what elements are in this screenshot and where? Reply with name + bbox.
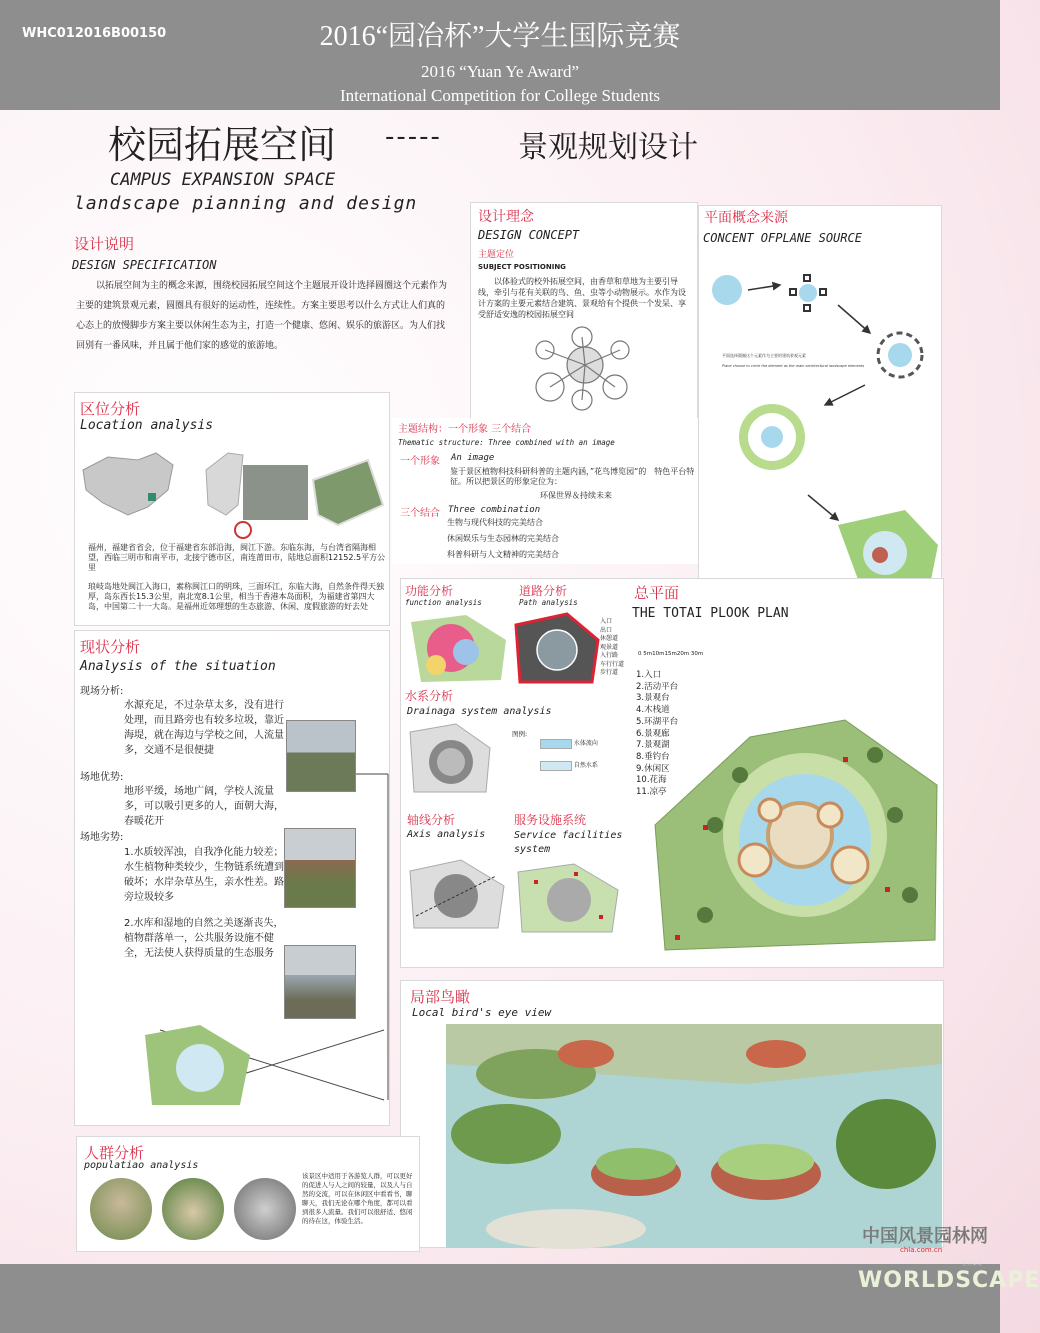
population-text: 该景区中适用于各游览人群，可以更好的促进人与人之间的较量，以及人与自然的交流，可以在休闲区中看看书，聊聊天，我们无论在哪个角度，都可以看到很多人流量。我们可以很舒适、悠闲的待在这，体验生活。 bbox=[302, 1172, 413, 1225]
plane-concept-note-en: Plane choose to circle the element as the main architectural landscape elements bbox=[722, 364, 865, 368]
axis-analysis-title-en: Axis analysis bbox=[407, 829, 486, 840]
site-analysis-label: 现场分析: bbox=[80, 686, 124, 697]
theme-image-en: An image bbox=[451, 453, 495, 463]
path-legend-item: 休憩道 bbox=[600, 635, 619, 642]
theme-three-item: 科普科研与人文精神的完美结合 bbox=[447, 550, 559, 559]
theme-three-cn: 三个结合 bbox=[400, 508, 440, 519]
plan-legend-item: 4.木栈道 bbox=[636, 705, 670, 716]
location-text-1: 福州，福建省省会，位于福建省东部沿海，闽江下游。东临东海，与台湾省隔海相望，西临三明市和南平市，北接宁德市区，南连莆田市，陆地总面积12152.5平方公里 bbox=[88, 543, 386, 572]
watermark-brand-cn: 世界景观 bbox=[962, 1261, 983, 1267]
header-bar bbox=[0, 0, 1000, 110]
theme-image-cn: 一个形象 bbox=[400, 456, 440, 467]
master-plan-drawing bbox=[645, 715, 942, 965]
title-dashes: ----- bbox=[385, 122, 442, 152]
service-facilities-map bbox=[514, 860, 620, 935]
axis-analysis-title-cn: 轴线分析 bbox=[407, 813, 456, 827]
path-legend-item: 步行道 bbox=[600, 669, 619, 676]
location-text-2: 琅岐岛地处闽江入海口，素称闽江口的明珠，三面环江，东临大海，自然条件得天独厚，岛东西长15.3公里，南北宽8.1公里，相当于香港本岛面积，为福建省第四大岛，中国第二十一大岛。是福州近郊理想的生态旅游、休闲、度假旅游的好去处 bbox=[88, 582, 384, 611]
competition-title-en2: International Competition for College Students bbox=[339, 86, 661, 105]
main-title-cn2: 景观规划设计 bbox=[518, 130, 698, 165]
water-analysis-title-cn: 水系分析 bbox=[405, 689, 454, 703]
axis-analysis-map bbox=[406, 856, 506, 931]
site-disadvantage-label: 场地劣势: bbox=[80, 832, 124, 843]
birdseye-rendering bbox=[446, 1024, 942, 1248]
plan-legend-item: 3.景观台 bbox=[636, 693, 670, 704]
plan-legend-item: 8.垂钓台 bbox=[636, 751, 670, 762]
location-maps bbox=[78, 445, 386, 535]
birdseye-title-cn: 局部鸟瞰 bbox=[410, 988, 471, 1006]
plan-legend-item: 11.凉亭 bbox=[636, 787, 667, 798]
path-legend-item: 观景道 bbox=[600, 643, 619, 651]
theme-three-item: 休闲娱乐与生态园林的完美结合 bbox=[447, 534, 559, 543]
path-analysis-map bbox=[512, 610, 600, 685]
service-title-en: Service facilities system bbox=[514, 830, 623, 855]
plan-legend-item: 9.休闲区 bbox=[636, 763, 670, 774]
path-analysis-title-cn: 道路分析 bbox=[519, 584, 568, 598]
path-legend-item: 入行路 bbox=[600, 652, 619, 659]
master-plan-title-cn: 总平面 bbox=[634, 584, 680, 602]
subject-positioning-cn: 主题定位 bbox=[478, 250, 515, 260]
competition-title-en1: 2016 “Yuan Ye Award” bbox=[420, 62, 580, 81]
theme-title-cn: 主题结构：一个形象 三个结合 bbox=[398, 424, 532, 435]
population-title-cn: 人群分析 bbox=[84, 1144, 145, 1162]
function-analysis-title-en: function analysis bbox=[405, 598, 482, 607]
population-photo-3 bbox=[232, 1176, 298, 1242]
water-legend-natural bbox=[540, 760, 598, 771]
path-legend bbox=[600, 618, 640, 678]
theme-three-en: Three combination bbox=[448, 505, 541, 515]
main-title-cn: 校园拓展空间 bbox=[108, 123, 337, 167]
path-analysis-title-en: Path analysis bbox=[519, 598, 578, 607]
watermark-brand: WORLDSCAPE bbox=[858, 1268, 1040, 1293]
plan-legend-item: 6.景观廊 bbox=[636, 728, 670, 739]
water-legend-label: 水体流向 bbox=[573, 740, 598, 747]
main-title-en1: CAMPUS EXPANSION SPACE bbox=[110, 170, 336, 190]
site-advantage-label: 场地优势: bbox=[80, 772, 124, 783]
subject-positioning-en: SUBJECT POSITIONING bbox=[478, 263, 566, 271]
birdseye-title-en: Local bird's eye view bbox=[412, 1006, 552, 1019]
design-concept-title-cn: 设计理念 bbox=[478, 209, 534, 225]
site-analysis-text: 水源充足，不过杂草太多，没有进行处理，而且路旁也有较多垃圾，靠近海堤，就在海边与学校之间，人流量多，交通不是很便捷 bbox=[124, 700, 284, 756]
main-title-en2: landscape pianning and design bbox=[74, 193, 418, 214]
water-legend-title: 图例: bbox=[512, 730, 528, 738]
function-analysis-map bbox=[406, 610, 511, 685]
theme-title-en: Thematic structure: Three combined with an image bbox=[398, 438, 615, 447]
path-legend-item: 出口 bbox=[600, 626, 613, 634]
site-disadvantage-text-2: 2.水库和湿地的自然之美逐渐丧失，植物群落单一，公共服务设施不健全，无法使人获得质量的生态服务 bbox=[124, 918, 284, 959]
plan-legend-item: 7.景观湖 bbox=[636, 740, 670, 751]
theme-image-text: 鉴于景区植物科技科研科普的主题内涵，”花鸟博览园“的 特色平台特征。所以把景区的形象定位为： bbox=[450, 467, 695, 486]
plane-concept-title-en: CONCENT OFPLANE SOURCE bbox=[703, 231, 862, 245]
plane-concept-title-cn: 平面概念来源 bbox=[704, 210, 788, 226]
function-analysis-title-cn: 功能分析 bbox=[405, 584, 454, 598]
watermark-site-url: chla.com.cn bbox=[900, 1246, 943, 1254]
plane-concept-sequence bbox=[700, 255, 940, 595]
theme-three-item: 生物与现代科技的完美结合 bbox=[447, 518, 543, 527]
master-plan-scale: 0 5m10m15m20m 30m bbox=[638, 651, 704, 657]
watermark-site-cn: 中国风景园林网 bbox=[862, 1226, 988, 1246]
design-concept-body: 以体验式的校外拓展空间，由香草和草地为主要引导线，牵引与花有关联的鸟、鱼、虫等小动物展示。水作为设计方案的主要元素结合建筑、景观给有个提供一个发呆、享受舒适安逸的校园拓展空间 bbox=[478, 277, 686, 319]
design-spec-body: 以拓展空间为主的概念来源，围绕校园拓展空间这个主题展开设计选择圆圈这个元素作为主要的建筑景观元素，圆圈具有很好的运动性，连续性。方案主要思考以什么方式让人们真的心态上的放慢脚步方案主要以休闲生态为主，打造一个健康、悠闲、娱乐的旅游区。为人们找回别有一番风味，并且属于他们家的感觉的旅游地。 bbox=[76, 281, 448, 351]
plane-concept-note-cn: 平面选择圆圈这个元素作为主要的建筑景观元素 bbox=[722, 353, 806, 358]
plan-legend-item: 5.环湖平台 bbox=[636, 716, 679, 727]
water-legend-label: 自然水系 bbox=[573, 762, 598, 769]
design-spec-title-cn: 设计说明 bbox=[74, 235, 135, 253]
site-advantage-text: 地形平缓，场地广阔，学校人流量多，可以吸引更多的人，面朝大海，春暖花开 bbox=[124, 786, 284, 827]
footer-bar bbox=[0, 1264, 1000, 1333]
water-analysis-title-en: Drainaga system analysis bbox=[407, 706, 552, 717]
population-title-en: populatiao analysis bbox=[84, 1160, 199, 1171]
water-analysis-map bbox=[406, 720, 492, 795]
population-photo-1 bbox=[88, 1176, 154, 1242]
service-title-cn: 服务设施系统 bbox=[514, 813, 587, 827]
plan-legend-item: 1.入口 bbox=[636, 670, 662, 680]
population-photo-2 bbox=[160, 1176, 226, 1242]
master-plan-title-en: THE TOTAI PLOOK PLAN bbox=[632, 606, 789, 621]
design-concept-title-en: DESIGN CONCEPT bbox=[478, 228, 580, 242]
path-legend-item: 入口 bbox=[600, 618, 613, 625]
situation-connector-lines bbox=[140, 770, 390, 1120]
plan-legend-item: 10.花海 bbox=[636, 775, 667, 786]
location-title-cn: 区位分析 bbox=[80, 400, 141, 418]
path-legend-item: 车行行道 bbox=[600, 660, 625, 668]
situation-title-cn: 现状分析 bbox=[80, 638, 141, 656]
location-title-en: Location analysis bbox=[80, 418, 214, 433]
concept-bubble-diagram bbox=[520, 325, 650, 415]
entry-code: WHC012016B00150 bbox=[22, 26, 167, 41]
situation-title-en: Analysis of the situation bbox=[80, 659, 276, 674]
competition-title-cn: 2016“园冶杯”大学生国际竞赛 bbox=[319, 21, 681, 52]
site-disadvantage-text-1: 1.水质较浑浊，自我净化能力较差；水生植物种类较少，生物链系统遭到破坏；水岸杂草丛生，亲水性差。路旁垃圾较多 bbox=[124, 847, 284, 903]
water-legend-flow bbox=[540, 738, 598, 749]
design-spec-title-en: DESIGN SPECIFICATION bbox=[72, 258, 217, 272]
theme-image-slogan: 环保世界＆持续未来 bbox=[540, 491, 612, 500]
plan-legend-item: 2.活动平台 bbox=[636, 681, 679, 692]
